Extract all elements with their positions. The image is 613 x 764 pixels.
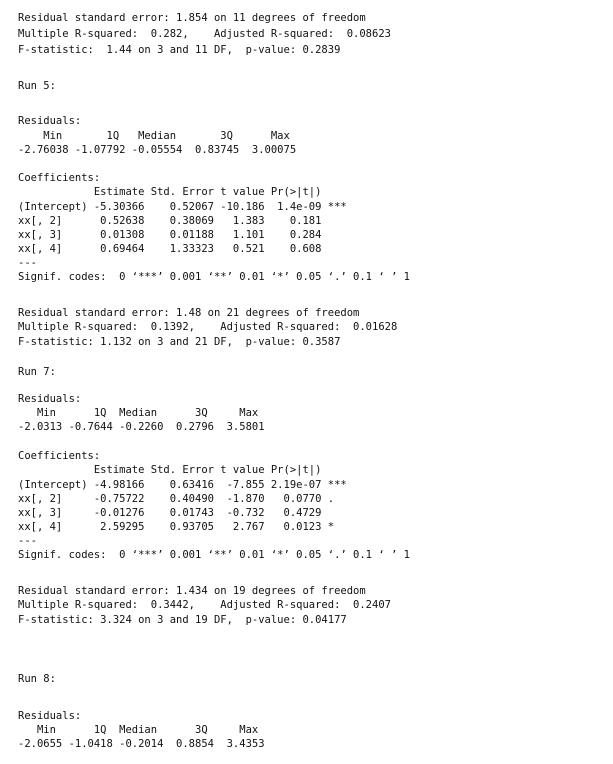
coefficients-header: Estimate Std. Error t value Pr(>|t|) [18,186,322,198]
residuals-label: Residuals: [18,710,82,722]
residuals-label: Residuals: [18,115,82,127]
coefficients-header: Estimate Std. Error t value Pr(>|t|) [18,464,322,476]
coefficient-row: (Intercept) -4.98166 0.63416 -7.855 2.19e-07 *** [18,479,347,491]
signif-codes: Signif. codes: 0 ‘***’ 0.001 ‘**’ 0.01 ‘*’ 0.05 ‘.’ 0.1 ‘ ’ 1 [18,549,410,561]
signif-codes: Signif. codes: 0 ‘***’ 0.001 ‘**’ 0.01 ‘*’ 0.05 ‘.’ 0.1 ‘ ’ 1 [18,271,410,283]
f-statistic-line: F-statistic: 1.44 on 3 and 11 DF, p-value: 0.2839 [18,44,341,56]
residuals-header: Min 1Q Median 3Q Max [18,407,259,419]
coefficient-row: (Intercept) -5.30366 0.52067 -10.186 1.4e-09 *** [18,201,347,213]
coefficient-row: xx[, 2] -0.75722 0.40490 -1.870 0.0770 . [18,493,335,505]
coefficient-row: xx[, 3] -0.01276 0.01743 -0.732 0.4729 [18,507,322,519]
residual-standard-error: Residual standard error: 1.48 on 21 degrees of freedom [18,307,360,319]
coefficient-row: xx[, 4] 2.59295 0.93705 2.767 0.0123 * [18,521,335,533]
residuals-values: -2.76038 -1.07792 -0.05554 0.83745 3.00075 [18,144,297,156]
separator: --- [18,535,37,547]
residuals-label: Residuals: [18,393,82,405]
r-squared-line: Multiple R-squared: 0.1392, Adjusted R-squared: 0.01628 [18,321,398,333]
residuals-values: -2.0655 -1.0418 -0.2014 0.8854 3.4353 [18,738,265,750]
run-title: Run 8: [18,673,56,685]
coefficients-label: Coefficients: [18,450,101,462]
coefficient-row: xx[, 3] 0.01308 0.01188 1.101 0.284 [18,229,322,241]
r-squared-line: Multiple R-squared: 0.282, Adjusted R-squared: 0.08623 [18,28,391,40]
coefficient-row: xx[, 2] 0.52638 0.38069 1.383 0.181 [18,215,322,227]
f-statistic-line: F-statistic: 3.324 on 3 and 19 DF, p-value: 0.04177 [18,614,347,626]
residual-standard-error: Residual standard error: 1.854 on 11 degrees of freedom [18,12,366,24]
run-title: Run 7: [18,366,56,378]
r-squared-line: Multiple R-squared: 0.3442, Adjusted R-squared: 0.2407 [18,599,391,611]
residuals-values: -2.0313 -0.7644 -0.2260 0.2796 3.5801 [18,421,265,433]
coefficients-label: Coefficients: [18,172,101,184]
coefficient-row: xx[, 4] 0.69464 1.33323 0.521 0.608 [18,243,322,255]
residuals-header: Min 1Q Median 3Q Max [18,724,259,736]
separator: --- [18,257,37,269]
f-statistic-line: F-statistic: 1.132 on 3 and 21 DF, p-value: 0.3587 [18,336,341,348]
residual-standard-error: Residual standard error: 1.434 on 19 degrees of freedom [18,585,366,597]
run-title: Run 5: [18,80,56,92]
residuals-header: Min 1Q Median 3Q Max [18,130,290,142]
